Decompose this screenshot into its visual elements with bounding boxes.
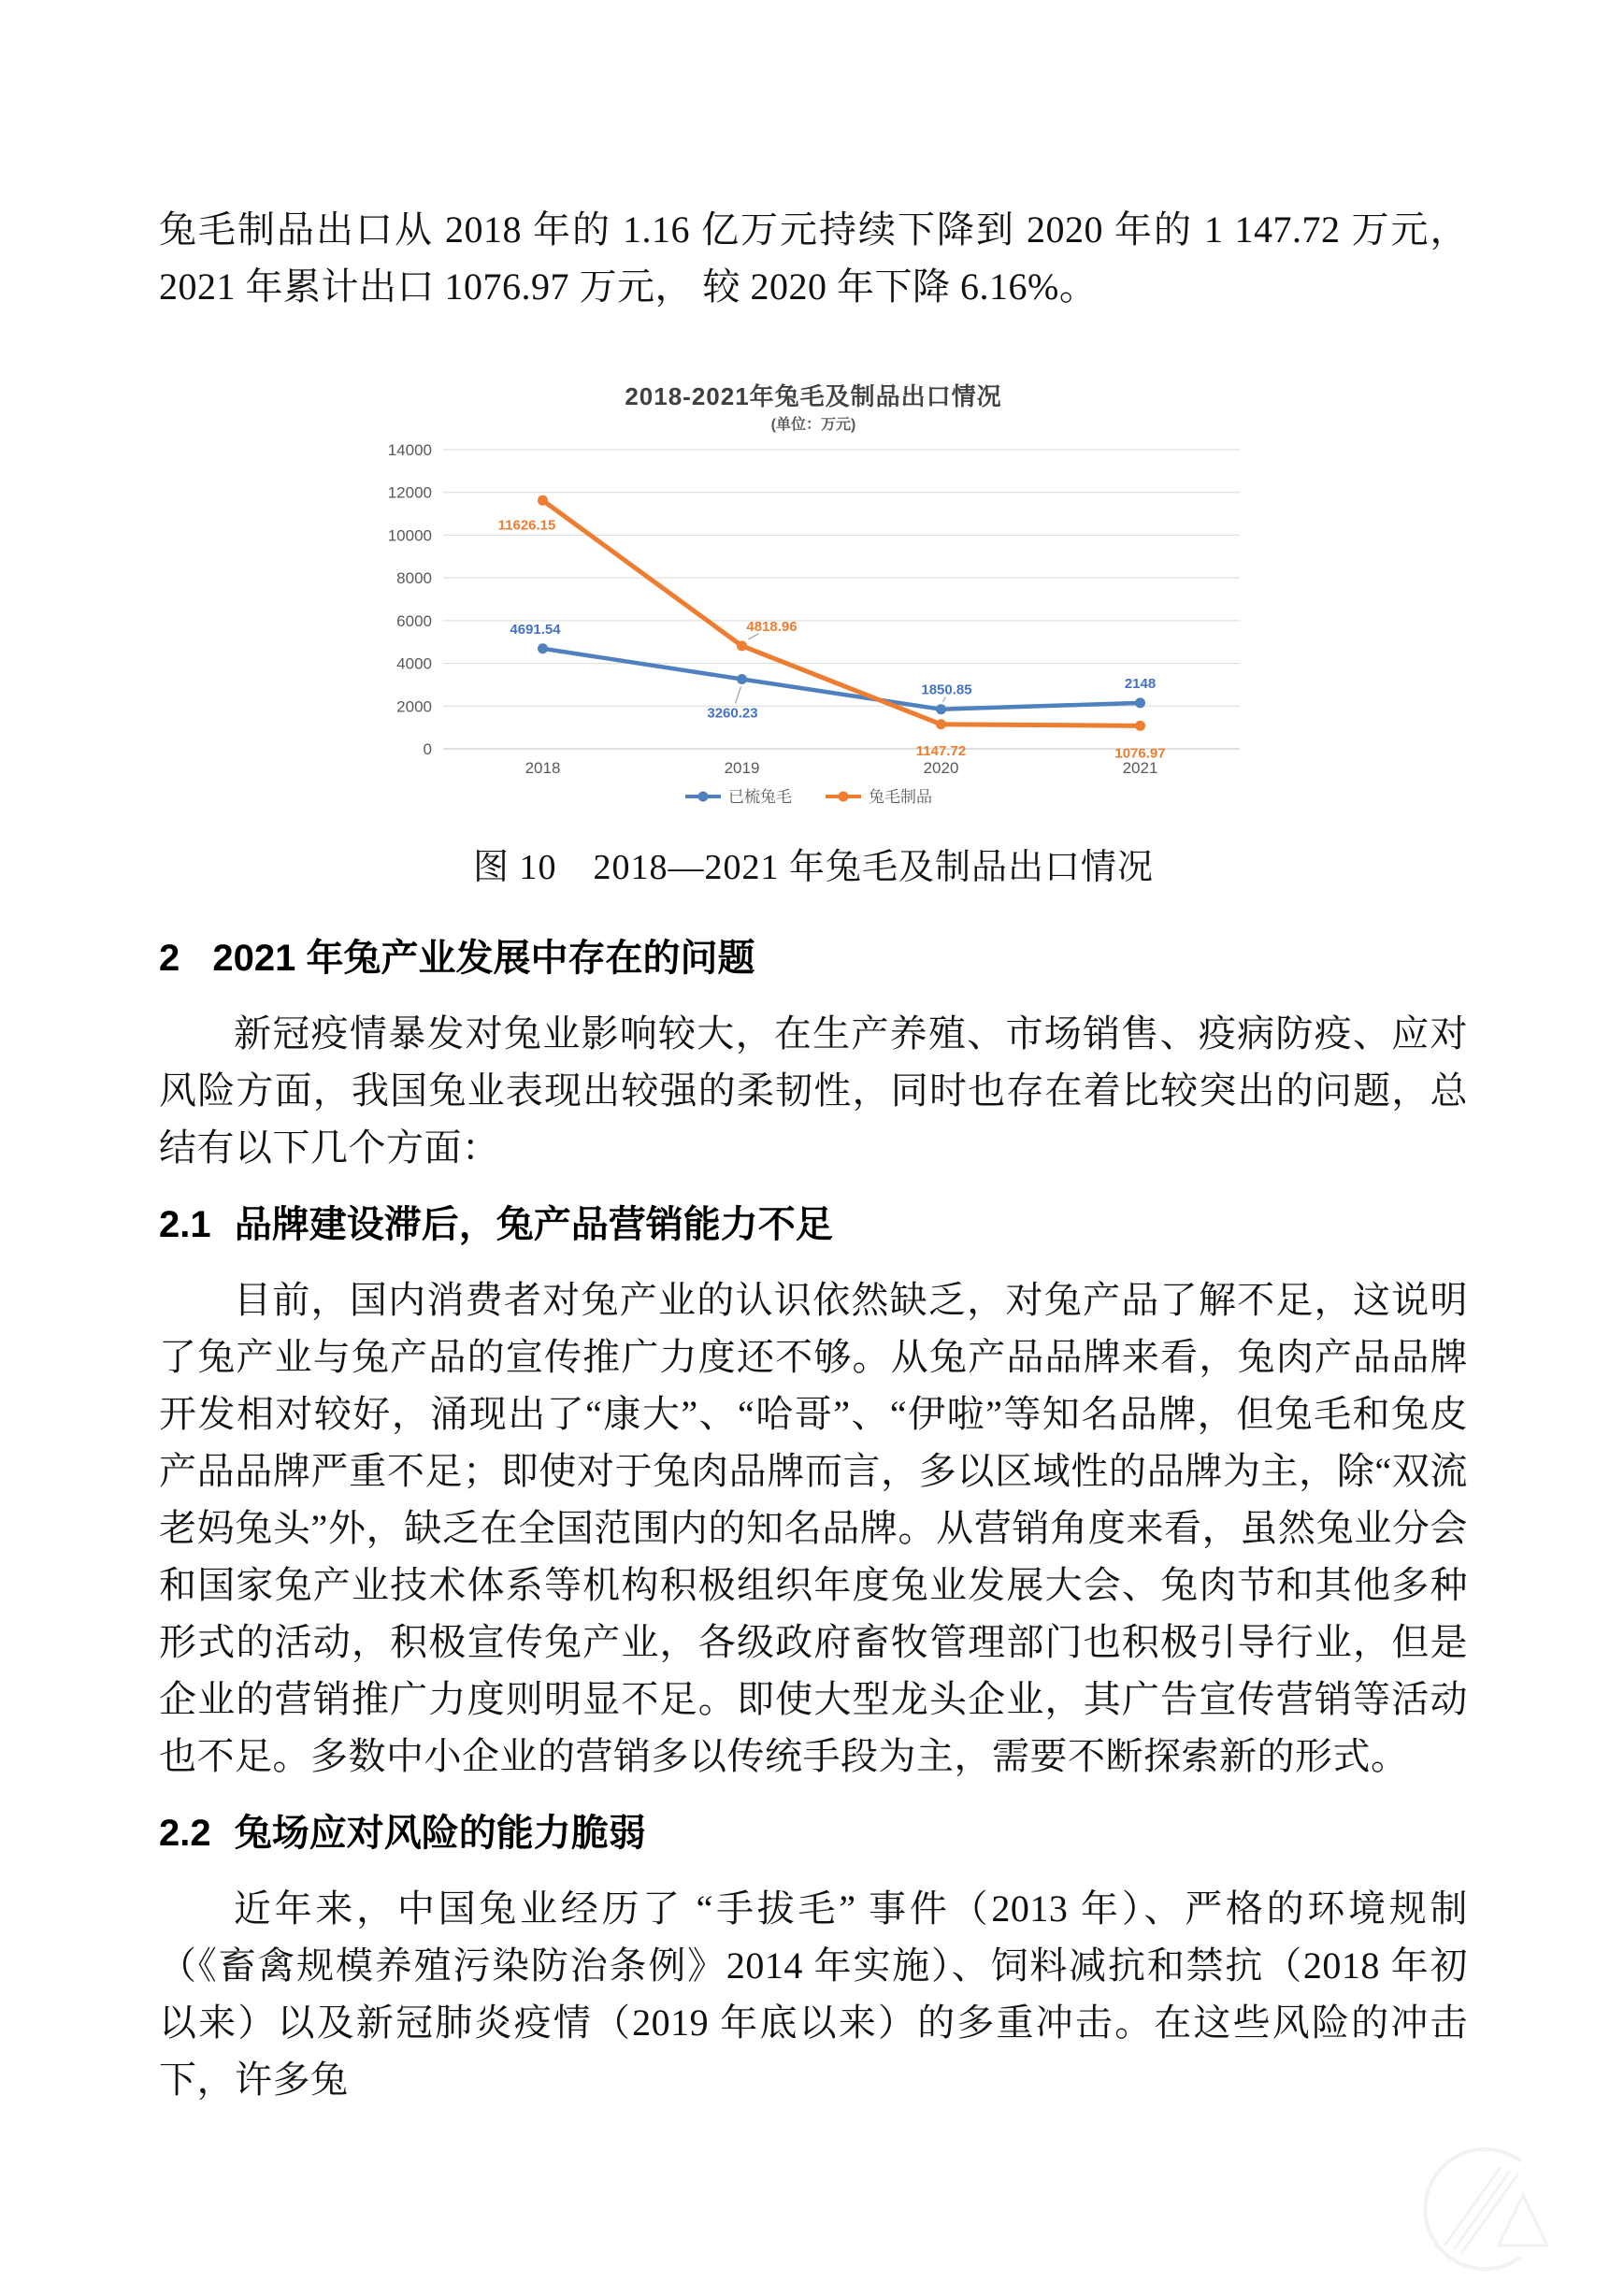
section-2-title: 2021 年兔产业发展中存在的问题 (212, 938, 755, 979)
line-chart (374, 440, 1253, 814)
chart-unit-subtitle: (单位：万元) (770, 417, 856, 433)
paragraph-section-2-1: 目前，国内消费者对兔产业的认识依然缺乏，对兔产品了解不足，这说明了兔产业与兔产品的宣传推广力度还不够。从兔产品品牌来看，兔肉产品品牌开发相对较好，涌现出了“康大”、“哈哥”、“伊啦”等知名品牌，但兔毛和兔皮产品品牌严重不足；即使对于兔肉品牌而言，多以区域性的品牌为主，除“双流老妈兔头”外，缺乏在全国范围内的知名品牌。从营销角度来看，虽然兔业分会和国家兔产业技术体系等机构积极组织年度兔业发展大会、兔肉节和其他多种形式的活动，积极宣传兔产业，各级政府畜牧管理部门也积极引导行业，但是企业的营销推广力度则明显不足。即使大型龙头企业，其广告宣传营销等活动也不足。多数中小企业的营销多以传统手段为主，需要不断探索新的形式。 (159, 1279, 1468, 1777)
section-2-number: 2 (159, 938, 180, 979)
svg-text:2021: 2021 (1122, 759, 1158, 777)
figure-caption: 图 10 2018—2021 年兔毛及制品出口情况 (472, 848, 1154, 887)
svg-text:2000: 2000 (396, 697, 432, 716)
svg-text:4818.96: 4818.96 (746, 618, 798, 635)
section-2-1-number: 2.1 (159, 1204, 211, 1245)
chart-title: 2018-2021年兔毛及制品出口情况 (625, 382, 1002, 410)
svg-text:已梳兔毛: 已梳兔毛 (728, 788, 792, 806)
paragraph-section-2-2: 近年来，中国兔业经历了 “手拔毛” 事件（2013 年）、严格的环境规制（《畜禽规模养殖污染防治条例》2014 年实施）、饲料减抗和禁抗（2018 年初以来）以及新冠肺炎疫情（2019 年底以来）的多重冲击。在这些风险的冲击下，许多兔 (159, 1887, 1468, 2101)
svg-text:2020: 2020 (923, 759, 959, 777)
svg-text:10000: 10000 (387, 526, 432, 545)
section-2-2-heading (159, 1811, 1468, 1856)
section-2-1-heading (159, 1202, 1468, 1247)
svg-text:14000: 14000 (387, 441, 432, 459)
svg-text:6000: 6000 (396, 611, 432, 630)
export-line-chart-figure (374, 380, 1253, 814)
section-2-heading (159, 936, 1468, 981)
svg-text:0: 0 (423, 740, 432, 758)
paragraph-section-2-intro: 新冠疫情暴发对兔业影响较大，在生产养殖、市场销售、疫病防疫、应对风险方面，我国兔业表现出较强的柔韧性，同时也存在着比较突出的问题，总结有以下几个方面： (159, 1012, 1468, 1169)
svg-text:1147.72: 1147.72 (915, 742, 967, 759)
svg-text:11626.15: 11626.15 (497, 517, 556, 534)
svg-text:3260.23: 3260.23 (707, 705, 758, 722)
svg-text:8000: 8000 (396, 569, 432, 588)
svg-text:2019: 2019 (724, 759, 760, 777)
svg-text:12000: 12000 (387, 483, 432, 502)
section-2-2-title: 兔场应对风险的能力脆弱 (234, 1813, 646, 1854)
svg-text:4000: 4000 (396, 654, 432, 673)
paragraph-export-summary: 兔毛制品出口从 2018 年的 1.16 亿万元持续下降到 2020 年的 1 147.72 万元，2021 年累计出口 1076.97 万元， 较 2020 年下降 6.16%。 (159, 208, 1468, 308)
svg-text:2018: 2018 (525, 759, 561, 777)
svg-text:1850.85: 1850.85 (921, 682, 972, 698)
section-2-2-number: 2.2 (159, 1813, 211, 1854)
svg-text:1076.97: 1076.97 (1114, 745, 1166, 762)
svg-text:4691.54: 4691.54 (510, 621, 561, 638)
svg-text:兔毛制品: 兔毛制品 (869, 788, 932, 806)
publisher-logo-watermark-icon (1407, 2141, 1566, 2296)
section-2-1-title: 品牌建设滞后，兔产品营销能力不足 (234, 1204, 833, 1245)
svg-text:2148: 2148 (1124, 675, 1157, 692)
